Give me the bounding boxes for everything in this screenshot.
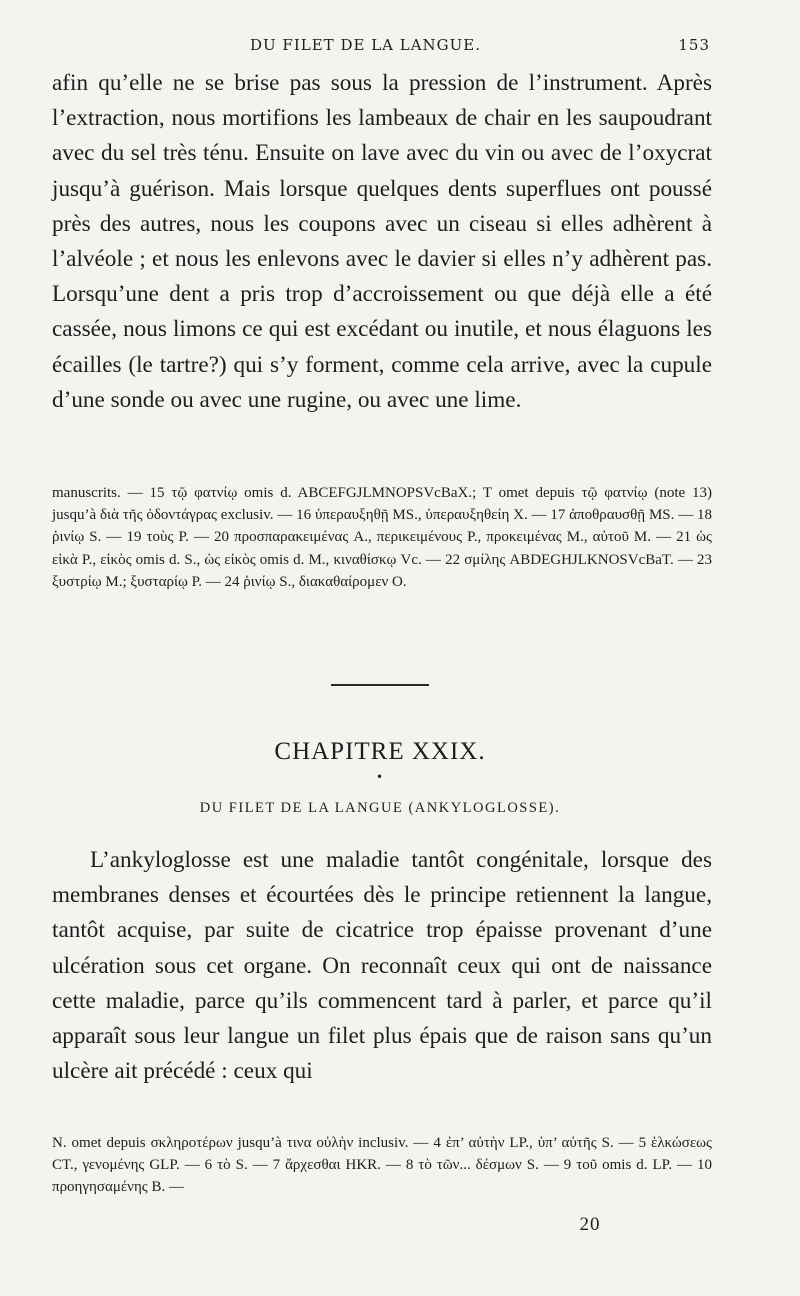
section-divider <box>331 684 429 686</box>
chapter-subtitle: DU FILET DE LA LANGUE (ANKYLOGLOSSE). <box>199 800 561 816</box>
footnote-block-2: N. omet depuis σκληροτέρων jusqu’à τινα οὐλὴν inclusiv. — 4 ἐπ’ αὐτὴν LP., ὑπ’ αὐτῆς S. — 5 ἑλκώσεως CT., γενομένης GLP. — 6 τὸ S. — 7 ἄρχεσθαι HKR. — 8 τὸ τῶν... δέσμων S. — 9 τοῦ omis d. LP. — 10 προηγησαμένης B. — <box>52 1135 712 1196</box>
signature-mark: 20 <box>579 1214 601 1235</box>
footnote-block-1: manuscrits. — 15 τῷ φατνίῳ omis d. ABCEFGJLMNOPSVcBaX.; T omet depuis τῷ φατνίῳ (note 13) jusqu’à διὰ τῆς ὀδοντάγρας exclusiv. — 16 ὑπεραυξηθῇ MS., ὑπεραυξηθείη X. — 17 ἀποθραυσθῇ MS. — 18 ῥινίῳ S. — 19 τοὺς P. — 20 προσπαρακειμένας A., περικειμένους P., προκειμένας M., αὐτοῦ M. — 21 ὡς εἰκὰ P., εἰκὸς omis d. S., ὡς εἰκὸς omis d. M., κιναθίσκῳ Vc. — 22 σμίλης ABDEGHJLKNOSVcBaT. — 23 ξυστρίῳ M.; ξυσταρίῳ P. — 24 ῥινίῳ S., διακαθαίρομεν O. <box>52 485 712 590</box>
running-title: DU FILET DE LA LANGUE. <box>250 36 482 54</box>
ornament-dot: • <box>376 770 384 784</box>
chapter-title: CHAPITRE XXIX. <box>274 738 486 765</box>
page-number: 153 <box>678 36 710 54</box>
body-paragraph-1: afin qu’elle ne se brise pas sous la pression de l’instrument. Après l’extraction, nous mortifions les lambeaux de chair en les saupoudrant avec du sel très ténu. Ensuite on lave avec du vin ou avec de l’oxycrat jusqu’à guérison. Mais lorsque quelques dents superflues ont poussé près des autres, nous les coupons avec un ciseau si elles adhèrent à l’alvéole ; et nous les enlevons avec le davier si elles n’y adhèrent pas. Lorsqu’une dent a pris trop d’accroissement ou que déjà elle a été cassée, nous limons ce qui est excédant ou inutile, et nous élaguons les écailles (le tartre?) qui s’y forment, comme cela arrive, avec la cupule d’une sonde ou avec une rugine, ou avec une lime. <box>52 70 712 413</box>
body-paragraph-2: L’ankyloglosse est une maladie tantôt congénitale, lorsque des membranes denses et écourtées dès le principe retiennent la langue, tantôt acquise, par suite de cicatrice trop épaisse provenant d’une ulcération sous cet organe. On reconnaît ceux qui ont de naissance cette maladie, parce qu’ils commencent tard à parler, et parce qu’il apparaît sous leur langue un filet plus épais que de raison sans qu’un ulcère ait précédé : ceux qui <box>52 847 712 1085</box>
